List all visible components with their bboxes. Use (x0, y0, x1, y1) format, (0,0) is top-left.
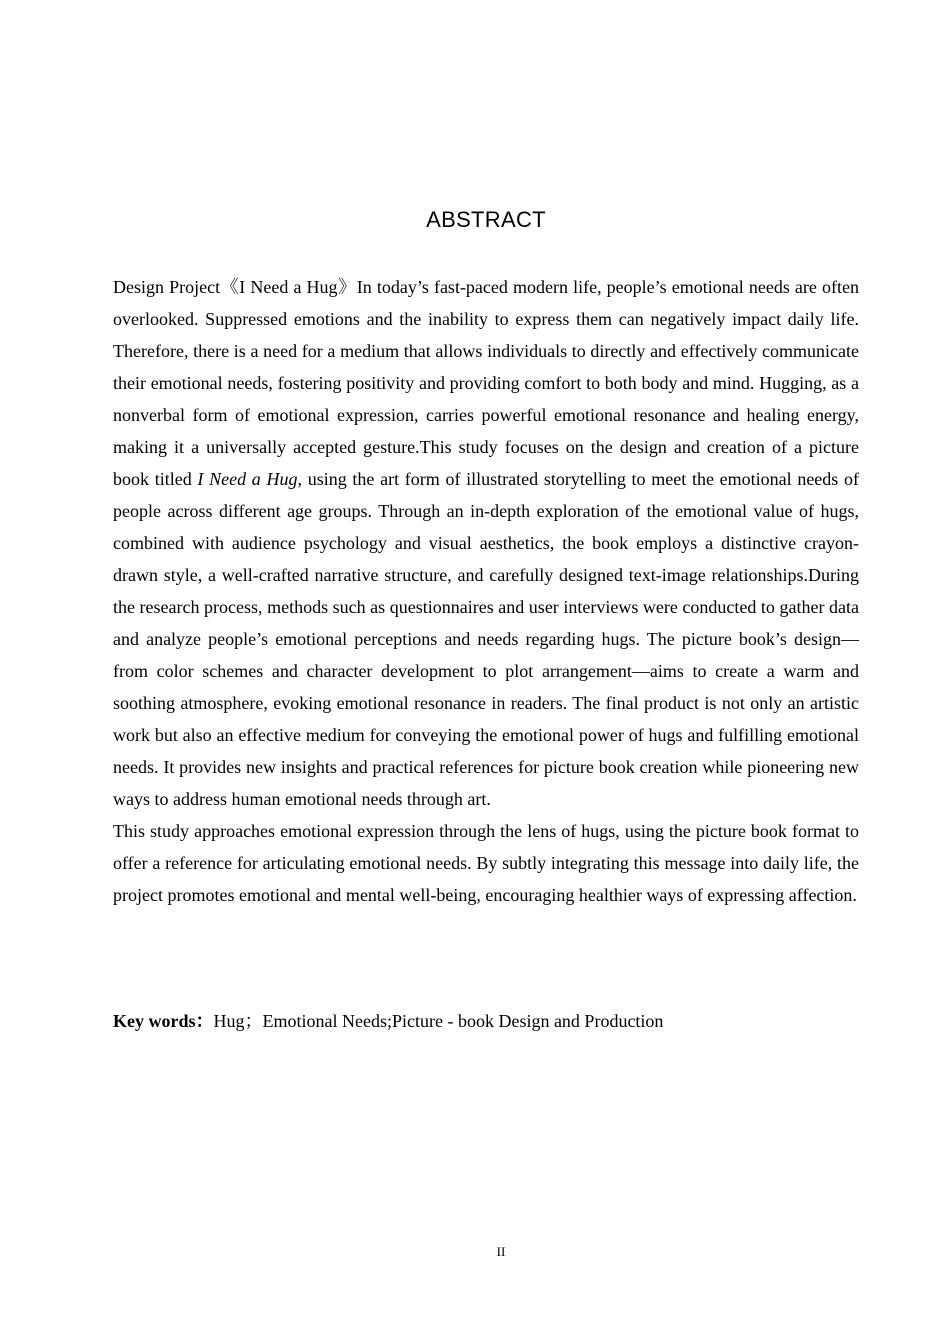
paragraph-text: , using the art form of illustrated storytelling to meet the emotional needs of people across different age groups. Through an in-depth exploration of the emotional value of hugs, combined with audience psychology and visual aesthetics, the book employs a distinctive crayon-drawn style, a well-crafted narrative structure, and carefully designed text-image relationships.During the research process, methods such as questionnaires and user interviews were conducted to gather data and analyze people’s emotional perceptions and needs regarding hugs. The picture book’s design—from color schemes and character development to plot arrangement—aims to create a warm and soothing atmosphere, evoking emotional resonance in readers. The final product is not only an artistic work but also an effective medium for conveying the emotional power of hugs and fulfilling emotional needs. It provides new insights and practical references for picture book creation while pioneering new ways to address human emotional needs through art. (113, 469, 860, 809)
book-title-italic: I Need a Hug (197, 469, 298, 489)
paragraph-text: Design Project《I Need a Hug》In today’s fast-paced modern life, people’s emotional needs are often overlooked. Suppressed emotions and the inability to express them can negatively impact daily life. Therefore, there is a need for a medium that allows individuals to directly and effectively communicate their emotional needs, fostering positivity and providing comfort to both body and mind. Hugging, as a nonverbal form of emotional expression, carries powerful emotional resonance and healing energy, making it a universally accepted gesture.This study focuses on the design and creation of a picture book titled (113, 277, 859, 489)
abstract-body (113, 271, 859, 911)
abstract-paragraph-1 (113, 271, 859, 815)
abstract-paragraph-2: This study approaches emotional expression through the lens of hugs, using the picture book format to offer a reference for articulating emotional needs. By subtly integrating this message into daily life, the project promotes emotional and mental well-being, encouraging healthier ways of expressing affection. (113, 821, 859, 905)
keywords-line (113, 1005, 859, 1037)
keywords-label: Key words： (113, 1011, 214, 1031)
page-number: II (496, 1244, 506, 1259)
keywords-values: Hug；Emotional Needs;Picture - book Design and Production (213, 1011, 664, 1031)
abstract-heading: ABSTRACT (426, 207, 546, 232)
